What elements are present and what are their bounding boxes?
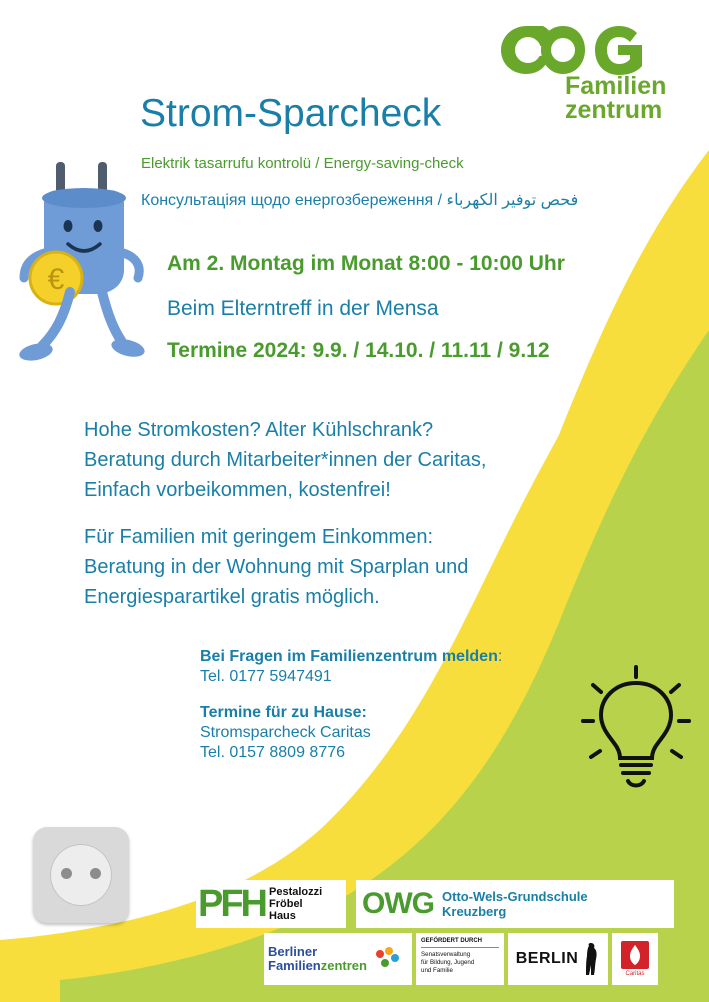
gefoerdert-line-1: Senatsverwaltung [421,951,471,958]
gefoerdert-line-3: und Familie [421,967,453,974]
paragraph-1 [84,415,486,505]
logo-familien-text: Familien [565,72,667,100]
bfz-line-1: Berliner [268,944,318,959]
contact-home-phone: Tel. 0157 8809 8776 [200,744,346,761]
power-socket-icon [33,827,129,923]
schedule-line-2: Beim Elterntreff in der Mensa [167,297,439,320]
socket-hole-right [90,868,101,879]
contact-home-label: Termine für zu Hause: [200,704,367,721]
bfz-zentren-text: zentren [320,958,367,973]
owg-footer-line-1: Otto-Wels-Grundschule [442,889,588,904]
berlin-wordmark: BERLIN [515,950,579,967]
gefoerdert-line-2: für Bildung, Jugend [421,959,475,966]
caritas-flame-icon [621,941,649,969]
schedule-line-1: Am 2. Montag im Monat 8:00 - 10:00 Uhr [167,252,565,275]
socket-inner-ring [50,844,112,906]
berlin-bear-icon [582,941,600,977]
owg-footer-mark: OWG [362,887,434,920]
owg-familienzentrum-logo [497,22,683,130]
pestalozzi-froebel-haus-logo [196,880,346,928]
paragraph-2 [84,522,468,612]
caritas-logo [612,933,658,985]
owg-footer-line-2: Kreuzberg [442,904,507,919]
caritas-wordmark: Caritas [625,971,645,977]
owg-logo-mark [497,22,683,78]
bfz-line-2 [268,959,367,973]
contact-phone-familienzentrum: Tel. 0177 5947491 [200,668,332,685]
contact-question-text: Bei Fragen im Familienzentrum melden [200,648,498,665]
paragraph-1-line-3: Einfach vorbeikommen, kostenfrei! [84,479,391,501]
berlin-logo [508,933,608,985]
contact-block [200,648,502,764]
pfh-logo-text [269,886,322,922]
bfz-hands-icon [371,944,401,974]
svg-text:€: € [47,263,65,296]
paragraph-1-line-2: Beratung durch Mitarbeiter*innen der Caritas, [84,449,487,471]
gefoerdert-heading: GEFÖRDERT DURCH [421,937,499,948]
contact-question-colon: : [497,648,503,665]
bfz-familien-text: Familien [268,958,321,973]
logo-zentrum-text: zentrum [565,96,663,124]
paragraph-1-line-1: Hohe Stromkosten? Alter Kühlschrank? [84,419,434,441]
subtitle-line-2: Консультаціяя щодо енергозбереження / فحص توفير الكهرباء [141,192,579,209]
owg-footer-text [442,889,588,919]
caritas-mark [621,941,649,969]
pfh-line-3: Haus [269,910,296,922]
pfh-line-2: Fröbel [269,898,303,910]
paragraph-2-line-2: Beratung in der Wohnung mit Sparplan und [84,556,469,578]
paragraph-2-line-3: Energiesparartikel gratis möglich. [84,586,380,608]
gefoerdert-durch-box [416,933,504,985]
page-title: Strom-Sparcheck [140,92,442,135]
pfh-logo-mark: PFH [198,883,265,925]
pfh-line-1: Pestalozzi [269,886,323,898]
otto-wels-grundschule-logo [356,880,674,928]
socket-hole-left [61,868,72,879]
subtitle-line-1: Elektrik tasarrufu kontrolü / Energy-saving-check [141,155,464,172]
contact-home-org: Stromsparcheck Caritas [200,724,371,741]
contact-question-label [200,648,502,666]
paragraph-2-line-1: Für Familien mit geringem Einkommen: [84,526,433,548]
berliner-familienzentren-logo [264,933,412,985]
lightbulb-icon [581,665,691,795]
schedule-line-3: Termine 2024: 9.9. / 14.10. / 11.11 / 9.12 [167,339,550,362]
footer-logo-row-primary [196,880,674,928]
footer-logo-row-secondary [264,933,658,985]
